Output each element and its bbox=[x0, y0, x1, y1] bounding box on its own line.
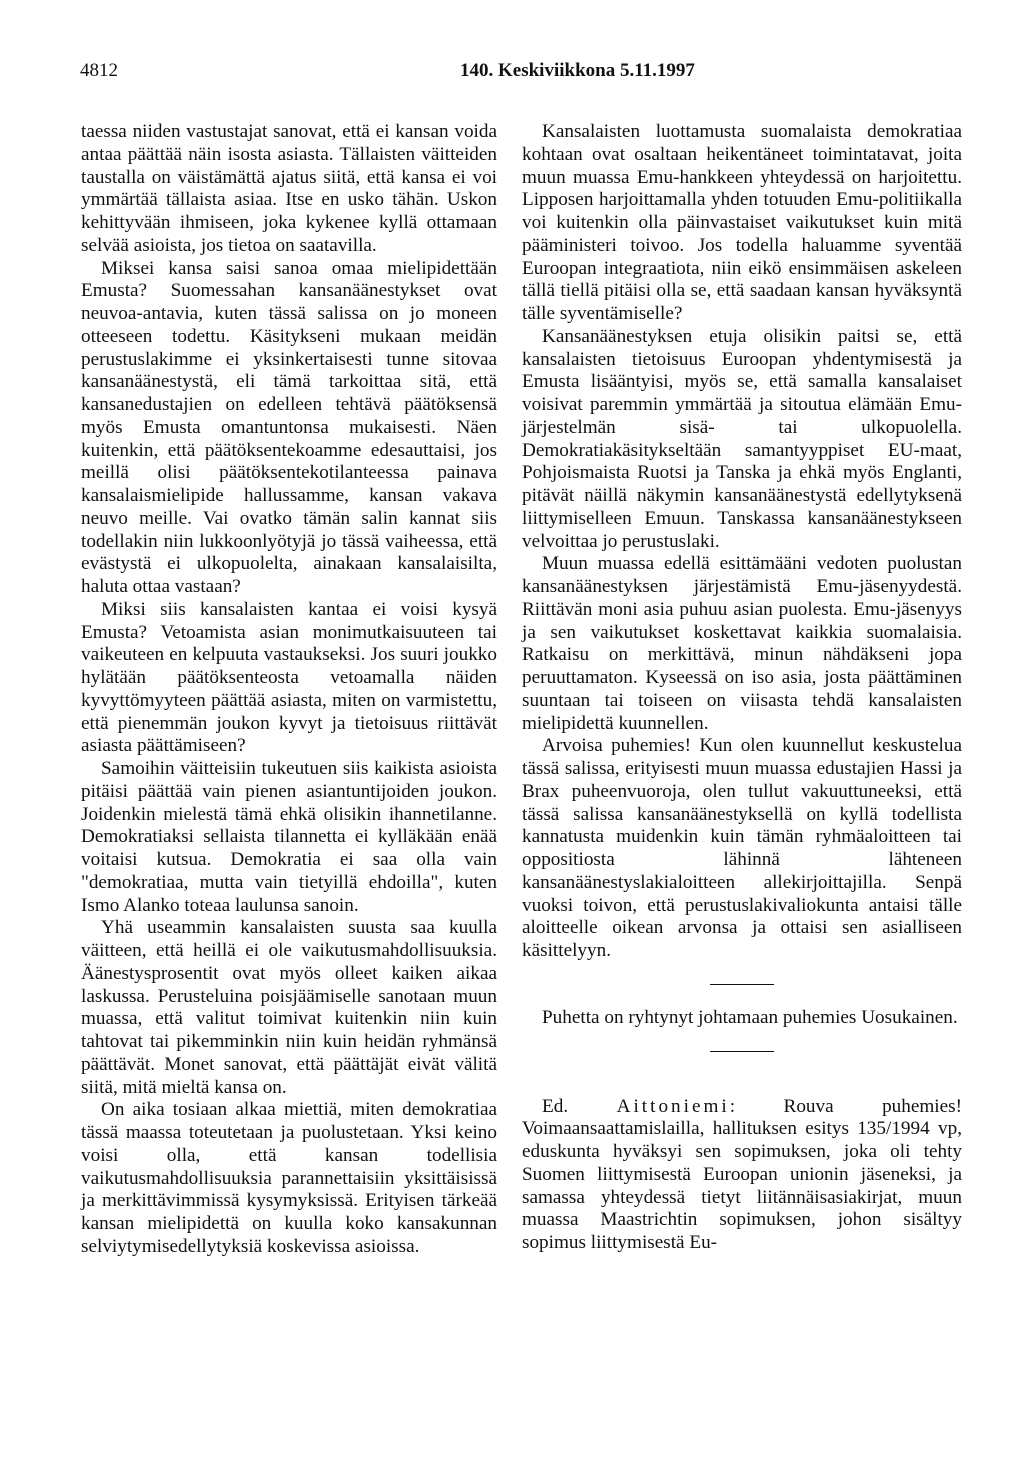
speech-prefix: Ed. bbox=[542, 1095, 569, 1117]
speech-paragraph bbox=[522, 1096, 962, 1255]
page-header bbox=[80, 60, 970, 86]
paragraph: Samoihin väitteisiin tukeutuen siis kaikista asioista pitäisi päättää vain pienen asiantuntijoiden joukon. Joidenkin mielestä tämä ehkä olisikin ihannetilanne. Demokratiaksi sellaista tilannetta ei kylläkään enää voitaisi kutsua. Demokratia ei saa olla vain "demokratiaa, mutta vain tietyillä ehdoilla", kuten Ismo Alanko toteaa laulunsa sanoin. bbox=[81, 758, 497, 916]
paragraph: Muun muassa edellä esittämääni vedoten puolustan kansanäänestyksen järjestämistä Emu-jäsenyydestä. Riittävän moni asia puhuu asian puolesta. Emu-jäsenyys ja sen vaikutukset koskettavat kaikkia suomalaisia. Ratkaisu on merkittävä, minun nähdäkseni jopa peruuttamaton. Kyseessä on iso asia, josta päättäminen suuntaan tai toiseen on viisasta tehdä kansalaisten mielipidettä kuunnellen. bbox=[522, 553, 962, 734]
speech-text: : Rouva puhemies! Voimaansaattamislailla, hallituksen esitys 135/1994 vp, eduskunta hyväksyi sen sopimuksen, joka oli tehty Suomen liittymisestä Euroopan unionin jäseneksi, ja samassa yhteydessä tietyt liitännäisasiakirjat, muun muassa Maastrichtin sopimuksen, johon sisältyy sopimus liittymisestä Eu- bbox=[522, 1095, 963, 1253]
page-number: 4812 bbox=[80, 60, 118, 81]
chair-note: Puhetta on ryhtynyt johtamaan puhemies Uosukainen. bbox=[542, 1006, 958, 1028]
paragraph: Kansanäänestyksen etuja olisikin paitsi se, että kansalaisten tietoisuus Euroopan yhdentymisestä ja Emusta lisääntyisi, myös se, että samalla kansalaiset voisivat paremmin ymmärtää ja sitoutua elämään Emu-järjestelmän sisä- tai ulkopuolella. Demokratiakäsitykseltään samantyyppiset EU-maat, Pohjoismaista Ruotsi ja Tanska ja ehkä myös Englanti, pitävät näillä näkymin kansanäänestystä edellytyksenä liittymiselleen Emuun. Tanskassa kansanäänestykseen velvoittaa jo perustuslaki. bbox=[522, 325, 962, 552]
paragraph: Miksei kansa saisi sanoa omaa mielipidettään Emusta? Suomessahan kansanäänestykset ovat neuvoa-antavia, kuten tässä salissa on jo moneen otteeseen todettu. Käsitykseni mukaan meidän perustuslakimme ei yksinkertaisesti tunne sitovaa kansanäänestystä, eli tämä tarkoittaa sitä, että kansanedustajien on edelleen tehtävä päätöksensä myös Emusta omantuntonsa mukaisesti. Näen kuitenkin, että päätöksentekoamme edesauttaisi, jos meillä olisi päätöksentekotilanteessa painava kansalaismielipide hallussamme, kansan vakava neuvo meille. Vai ovatko tämän salin kannat siis todellakin niin lukkoonlyötyjä jo tässä vaiheessa, että evästystä ei ulkopuolelta, ainakaan kansalaisilta, haluta ottaa vastaan? bbox=[81, 257, 497, 597]
spacer bbox=[522, 1074, 962, 1096]
session-date: 140. Keskiviikkona 5.11.1997 bbox=[460, 60, 695, 81]
right-column bbox=[522, 121, 962, 1255]
paragraph: On aika tosiaan alkaa miettiä, miten demokratiaa tässä maassa toteutetaan ja puolustetaan. Yksi keino voisi olla, että kansan todellisia vaikutusmahdollisuuksia parannettaisiin yksittäisissä ja merkittävimmissä kysymyksissä. Erityisen tärkeää kansan mielipidettä on kuulla koko kansakunnan selviytymisedellytyksiä koskevissa asioissa. bbox=[81, 1099, 497, 1257]
left-column bbox=[81, 121, 497, 1259]
paragraph: Miksi siis kansalaisten kantaa ei voisi kysyä Emusta? Vetoamista asian monimutkaisuuteen tai vaikeuteen en kelpuuta vastaukseksi. Jos suuri joukko hylätään päätöksenteosta vetoamalla näiden kyvyttömyyteen päättää asiasta, miten on varmistettu, että pienemmän joukon kyvyt ja tietoisuus riittävät asiasta päättämiseen? bbox=[81, 598, 497, 757]
paragraph: taessa niiden vastustajat sanovat, että ei kansan voida antaa päättää näin isosta asiasta. Tällaisten väitteiden taustalla on väistämättä ajatus siitä, että kansa ei voi ymmärtää tällaista asiaa. Itse en usko tähän. Uskon kehittyvään ihmiseen, joka kykenee kyllä ottamaan selvää asioista, jos tietoa on saatavilla. bbox=[81, 121, 497, 256]
paragraph: Arvoisa puhemies! Kun olen kuunnellut keskustelua tässä salissa, erityisesti muun muassa edustajien Hassi ja Brax puheenvuoroja, olen tullut vakuuttuneeksi, että tässä salissa kansanäänestyksellä on kyllä todellista kannatusta muidenkin kuin tämän ryhmäaloitteen tai oppositiosta lähinnä lähteneen kansanäänestyslakialoitteen allekirjoittajilla. Senpä vuoksi toivon, että perustuslakivaliokunta antaisi tälle aloitteelle oikean arvonsa ja ottaisi sen asialliseen käsittelyyn. bbox=[522, 735, 962, 961]
paragraph: Yhä useammin kansalaisten suusta saa kuulla väitteen, että heillä ei ole vaikutusmahdollisuuksia. Äänestysprosentit ovat myös olleet kaiken aikaa laskussa. Perusteluina poisjäämiselle sanotaan muun muassa, että valitut toimivat kuitenkin niin kuin tahtovat tai pikemminkin niin kuin heidän ryhmänsä päättävät. Monet sanovat, että päättäjät eivät välitä siitä, mitä mieltä kansa on. bbox=[81, 917, 497, 1098]
speaker-name: Aittoniemi bbox=[616, 1095, 730, 1117]
separator-line bbox=[710, 984, 774, 985]
paragraph: Kansalaisten luottamusta suomalaista demokratiaa kohtaan ovat osaltaan heikentäneet toimintatavat, joita muun muassa Emu-hankkeen yhteydessä on harjoitettu. Lipposen harjoittamalla yhden totuuden Emu-politiikalla voi kuitenkin olla päinvastaiset vaikutukset kuin mitä pääministeri toivoo. Jos todella haluamme syventää Euroopan integraatiota, niin eikö ensimmäisen askeleen tällä tiellä pitäisi olla se, että saadaan kansan hyväksyntä tälle syventämiselle? bbox=[522, 121, 962, 324]
separator-line bbox=[710, 1051, 774, 1052]
